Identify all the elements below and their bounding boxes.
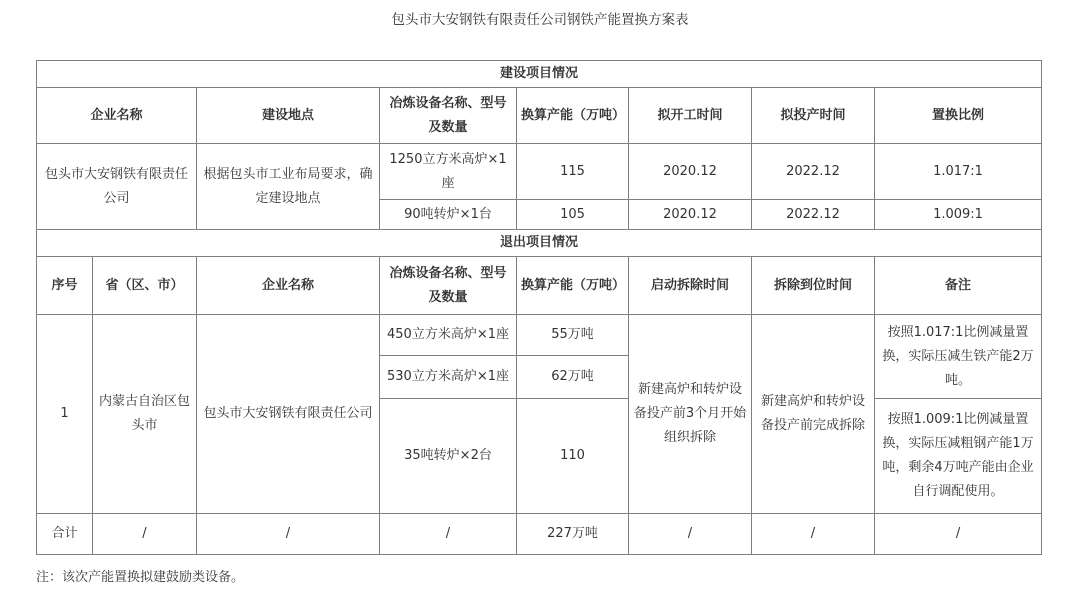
build-start-time: 2020.12: [629, 200, 752, 230]
footnote: 注：该次产能置换拟建鼓励类设备。: [36, 570, 245, 585]
header-company: 企业名称: [37, 88, 197, 144]
header-ratio: 置换比例: [875, 88, 1042, 144]
total-label: 合计: [37, 514, 93, 555]
build-capacity: 105: [517, 200, 629, 230]
header-exit-equipment: 冶炼设备名称、型号及数量: [380, 257, 517, 315]
total-dismantle-done: /: [752, 514, 875, 555]
build-start-time: 2020.12: [629, 144, 752, 200]
exit-capacity: 110: [517, 399, 629, 514]
header-exit-capacity: 换算产能（万吨）: [517, 257, 629, 315]
exit-capacity: 55万吨: [517, 315, 629, 356]
table-row: [37, 315, 1042, 356]
header-start-time: 拟开工时间: [629, 88, 752, 144]
build-equipment: 90吨转炉×1台: [380, 200, 517, 230]
total-dismantle-start: /: [629, 514, 752, 555]
exit-dismantle-done: 新建高炉和转炉设备投产前完成拆除: [752, 315, 875, 514]
build-operate-time: 2022.12: [752, 200, 875, 230]
build-company: 包头市大安钢铁有限责任公司: [37, 144, 197, 230]
header-dismantle-start: 启动拆除时间: [629, 257, 752, 315]
exit-dismantle-start: 新建高炉和转炉设备投产前3个月开始组织拆除: [629, 315, 752, 514]
exit-company: 包头市大安钢铁有限责任公司: [197, 315, 380, 514]
header-no: 序号: [37, 257, 93, 315]
header-operate-time: 拟投产时间: [752, 88, 875, 144]
build-operate-time: 2022.12: [752, 144, 875, 200]
table-row: [37, 144, 1042, 200]
exit-province: 内蒙古自治区包头市: [93, 315, 197, 514]
exit-equipment: 35吨转炉×2台: [380, 399, 517, 514]
exit-equipment: 450立方米高炉×1座: [380, 315, 517, 356]
total-row: [37, 514, 1042, 555]
exit-capacity: 62万吨: [517, 356, 629, 399]
capacity-replacement-table: [36, 60, 1042, 555]
header-capacity: 换算产能（万吨）: [517, 88, 629, 144]
section-title-exit: 退出项目情况: [37, 230, 1042, 257]
header-dismantle-done: 拆除到位时间: [752, 257, 875, 315]
build-equipment: 1250立方米高炉×1座: [380, 144, 517, 200]
total-company: /: [197, 514, 380, 555]
header-province: 省（区、市）: [93, 257, 197, 315]
exit-no: 1: [37, 315, 93, 514]
header-exit-company: 企业名称: [197, 257, 380, 315]
header-location: 建设地点: [197, 88, 380, 144]
exit-remark: 按照1.017:1比例减量置换，实际压减生铁产能2万吨。: [875, 315, 1042, 399]
exit-equipment: 530立方米高炉×1座: [380, 356, 517, 399]
page-title: 包头市大安钢铁有限责任公司钢铁产能置换方案表: [391, 12, 689, 28]
build-ratio: 1.017:1: [875, 144, 1042, 200]
total-equipment: /: [380, 514, 517, 555]
exit-remark: 按照1.009:1比例减量置换，实际压减粗钢产能1万吨，剩余4万吨产能由企业自行调配使用。: [875, 399, 1042, 514]
header-remark: 备注: [875, 257, 1042, 315]
total-capacity: 227万吨: [517, 514, 629, 555]
total-remark: /: [875, 514, 1042, 555]
section-title-build: 建设项目情况: [37, 61, 1042, 88]
total-province: /: [93, 514, 197, 555]
build-capacity: 115: [517, 144, 629, 200]
header-equipment: 冶炼设备名称、型号及数量: [380, 88, 517, 144]
build-ratio: 1.009:1: [875, 200, 1042, 230]
build-location: 根据包头市工业布局要求，确定建设地点: [197, 144, 380, 230]
